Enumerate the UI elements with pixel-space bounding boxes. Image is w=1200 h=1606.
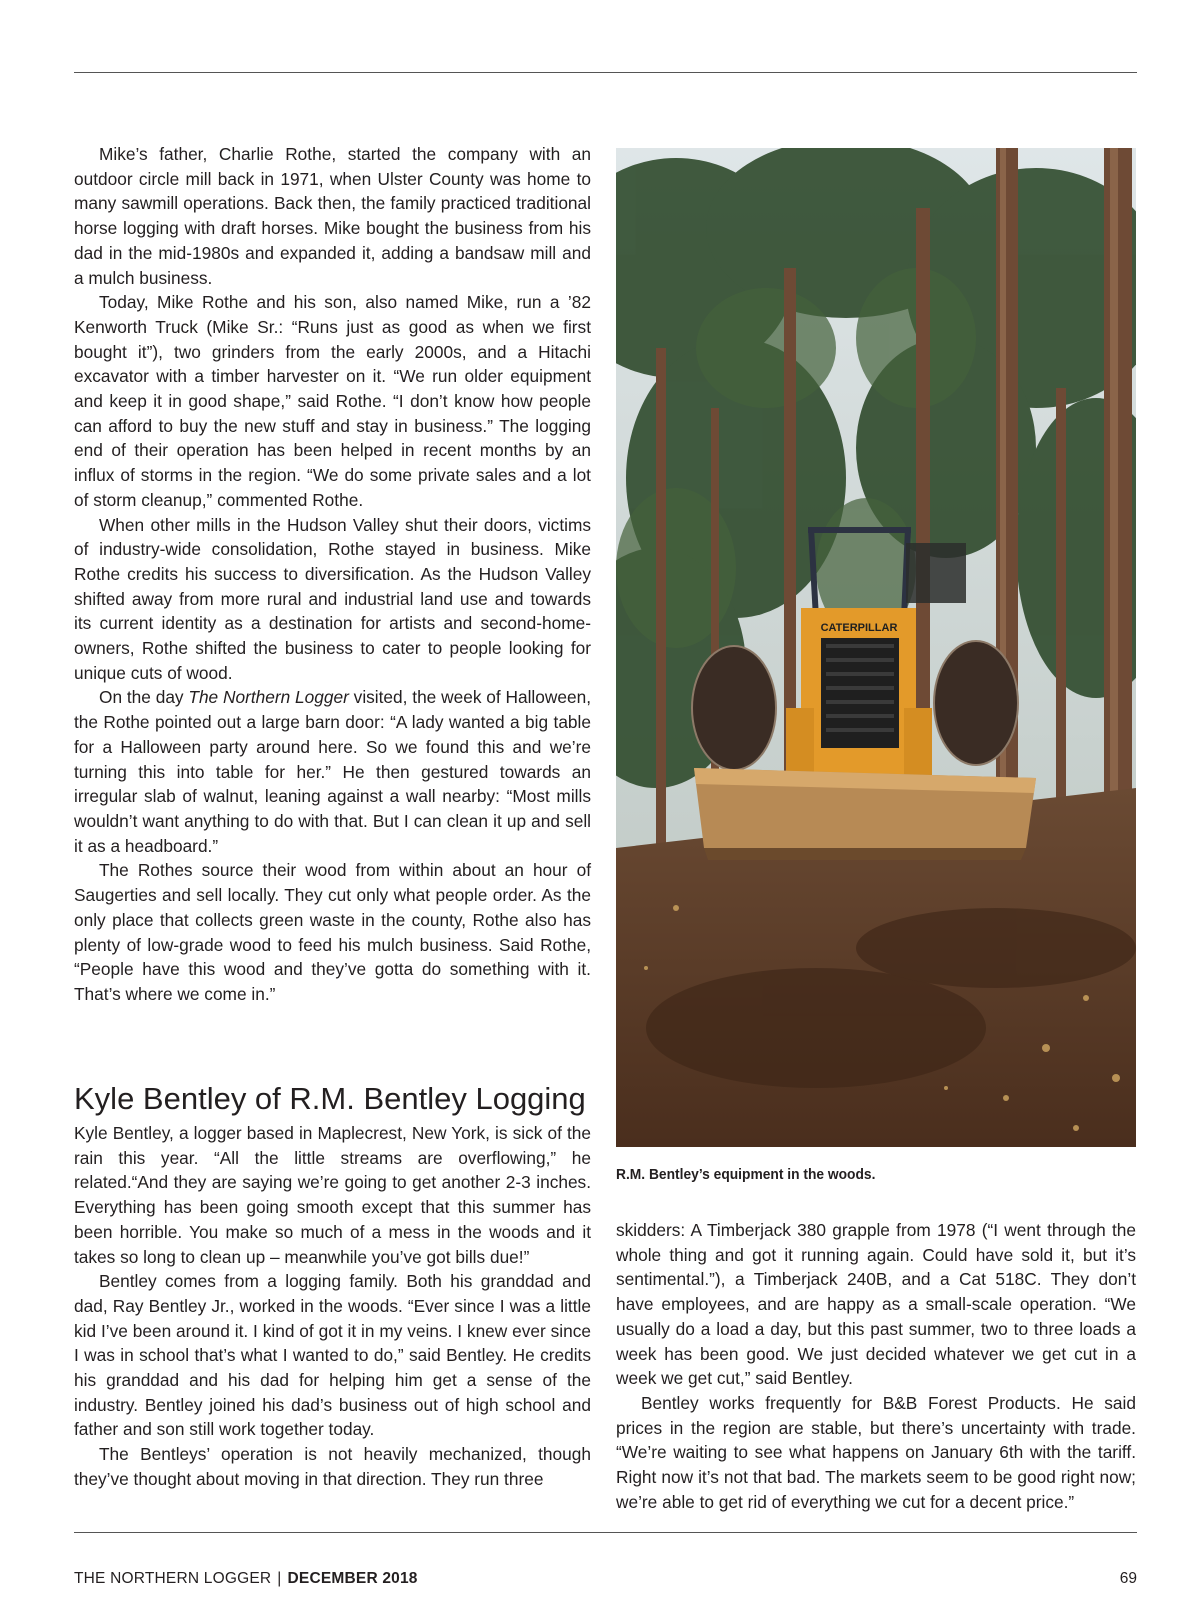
paragraph: skidders: A Timberjack 380 grapple from 1978 (“I went through the whole thing and got it running again. Could have sold it, but it’s sentimental.”), a Timberjack 240B, and a Cat 518C. They don’t have employees, and are happy as a small-scale operation. “We usually do a load a day, but this past summer, two to three loads a week has been good. We just decided whatever we get cut in a week we get cut,” said Bentley. bbox=[616, 1220, 1136, 1389]
paragraph-text: On the day bbox=[99, 687, 189, 708]
paragraph: Today, Mike Rothe and his son, also named Mike, run a ’82 Kenworth Truck (Mike Sr.: “Runs just as good as when we first bought it”), two grinders from the early 2000s, and a Hitachi excavator with a timber harvester on it. “We run older equipment and keep it in good shape,” said Rothe. “I don’t know how people can afford to buy the new stuff and stay in business.” The logging end of their operation has been helped in recent months by an influx of storms in the region. “We do some private sales and a lot of storm cleanup,” commented Rothe. bbox=[74, 292, 591, 510]
machine-brand-text: CATERPILLAR bbox=[820, 622, 898, 634]
issue-date: DECEMBER 2018 bbox=[287, 1570, 418, 1587]
article-column-left-bottom bbox=[74, 1121, 591, 1492]
forest-skidder-illustration bbox=[616, 148, 1136, 1147]
top-rule bbox=[74, 72, 1137, 73]
paragraph-text: visited, the week of Halloween, the Rothe pointed out a large barn door: “A lady wanted a big table for a Halloween party around here. So we found this and we’re turning this into table for her.” He then gestured towards an irregular slab of walnut, leaning against a wall nearby: “Most mills wouldn’t want anything to do with that. But I can clean it up and sell it as a headboard.” bbox=[74, 687, 591, 856]
paragraph bbox=[74, 685, 591, 858]
paragraph: Bentley works frequently for B&B Forest Products. He said prices in the region are stable, but there’s uncertainty with trade. “We’re waiting to see what happens on January 6th with the tariff. Right now it’s not that bad. The markets seem to be good right now; we’re able to get rid of everything we cut for a decent price.” bbox=[616, 1392, 1136, 1512]
article-column-left-top bbox=[74, 142, 591, 1007]
paragraph: Bentley comes from a logging family. Both his granddad and dad, Ray Bentley Jr., worked in the woods. “Ever since I was a little kid I’ve been around it. I kind of got it in my veins. I knew ever since I was in school that’s what I wanted to do,” said Bentley. He credits his granddad and his dad for helping him get a sense of the industry. Bentley joined his dad’s business out of high school and father and son still work together today. bbox=[74, 1271, 591, 1440]
article-column-right-bottom bbox=[616, 1218, 1136, 1514]
page-number: 69 bbox=[1119, 1570, 1137, 1587]
footer-separator: | bbox=[277, 1570, 282, 1587]
bottom-rule bbox=[74, 1532, 1137, 1533]
publication-title: The Northern Logger bbox=[188, 687, 349, 708]
footer-publication bbox=[74, 1570, 418, 1588]
magazine-name: THE NORTHERN LOGGER bbox=[74, 1570, 272, 1587]
equipment-photo bbox=[616, 148, 1136, 1147]
paragraph: Kyle Bentley, a logger based in Maplecrest, New York, is sick of the rain this year. “All the little streams are overflowing,” he related.“And they are saying we’re going to get another 2-3 inches. Everything has been going smooth except that this summer has been horrible. You make so much of a mess in the woods and it takes so long to clean up – meanwhile you’ve got bills due!” bbox=[74, 1123, 591, 1267]
page-footer bbox=[74, 1570, 1137, 1590]
paragraph: When other mills in the Hudson Valley shut their doors, victims of industry-wide consolidation, Rothe stayed in business. Mike Rothe credits his success to diversification. As the Hudson Valley shifted away from more rural and industrial land use and towards its current identity as a destination for artists and second-home-owners, Rothe shifted the business to cater to people looking for unique cuts of wood. bbox=[74, 514, 591, 683]
paragraph: The Bentleys’ operation is not heavily mechanized, though they’ve thought about moving in that direction. They run three bbox=[74, 1444, 591, 1489]
photo-caption: R.M. Bentley’s equipment in the woods. bbox=[616, 1166, 876, 1183]
paragraph: The Rothes source their wood from within about an hour of Saugerties and sell locally. They cut only what people order. As the only place that collects green waste in the county, Rothe also has plenty of low-grade wood to feed his mulch business. Said Rothe, “People have this wood and they’ve gotta do something with it. That’s where we come in.” bbox=[74, 860, 591, 1004]
section-heading: Kyle Bentley of R.M. Bentley Logging bbox=[74, 1081, 586, 1116]
paragraph: Mike’s father, Charlie Rothe, started the company with an outdoor circle mill back in 1971, when Ulster County was home to many sawmill operations. Back then, the family practiced traditional horse logging with draft horses. Mike bought the business from his dad in the mid-1980s and expanded it, adding a bandsaw mill and a mulch business. bbox=[74, 144, 591, 288]
